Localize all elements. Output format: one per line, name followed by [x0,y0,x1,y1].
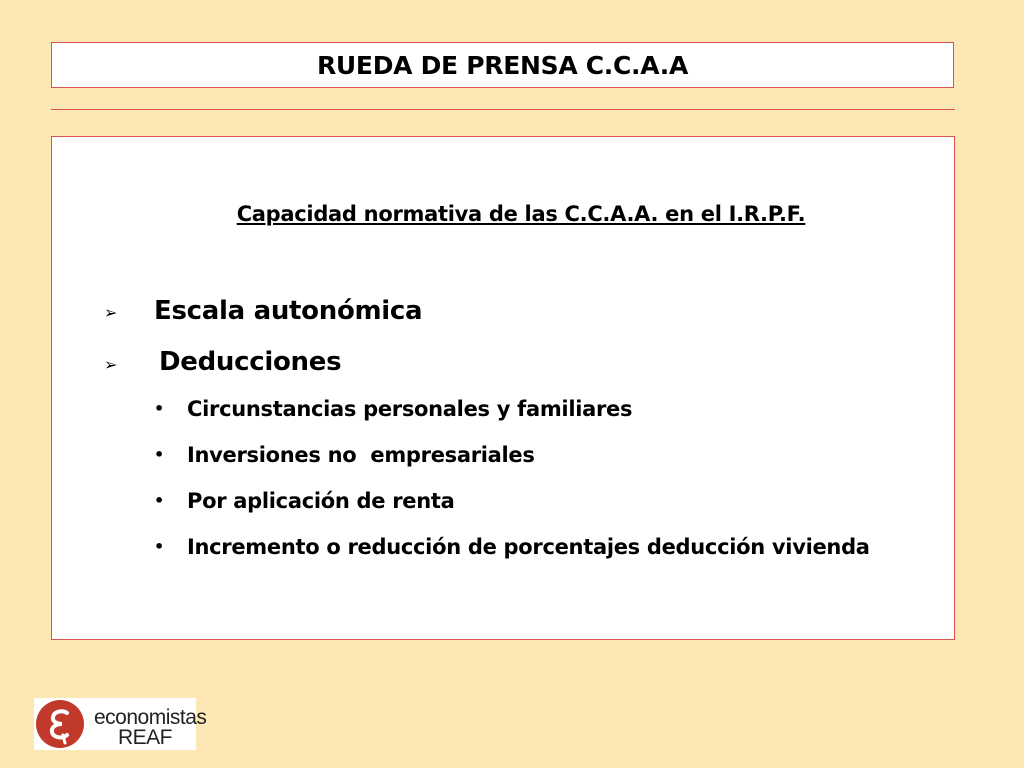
sub-item-incremento [154,535,870,559]
economistas-logo-icon [36,700,84,748]
content-subtitle [52,202,954,226]
bullet-icon: • [154,491,164,510]
arrow-bullet-icon: ➢ [104,303,118,322]
sub-item-label: Incremento o reducción de porcentajes deducción vivienda [187,535,870,559]
sub-item-inversiones [154,443,535,467]
main-item-deducciones: Deducciones [159,347,342,377]
logo-text-economistas: economistas [94,706,207,729]
arrow-bullet-icon: ➢ [104,355,118,374]
sub-item-label: Circunstancias personales y familiares [187,397,633,421]
content-subtitle-text: Capacidad normativa de las C.C.A.A. en el I.R.P.F. [236,202,806,226]
logo-text-reaf: REAF [118,726,173,749]
sub-item-circunstancias [154,397,632,421]
bullet-icon: • [154,399,164,418]
content-box [51,136,955,640]
economistas-reaf-logo [34,698,207,750]
title-box [51,42,954,88]
sub-item-label: Por aplicación de renta [187,489,455,513]
sub-item-label: Inversiones no empresariales [187,443,535,467]
main-item-escala-autonomica: Escala autonómica [154,296,423,326]
title-divider [51,109,955,110]
sub-item-aplicacion-renta [154,489,455,513]
slide-title: RUEDA DE PRENSA C.C.A.A [316,51,689,80]
bullet-icon: • [154,445,164,464]
bullet-icon: • [154,537,164,556]
